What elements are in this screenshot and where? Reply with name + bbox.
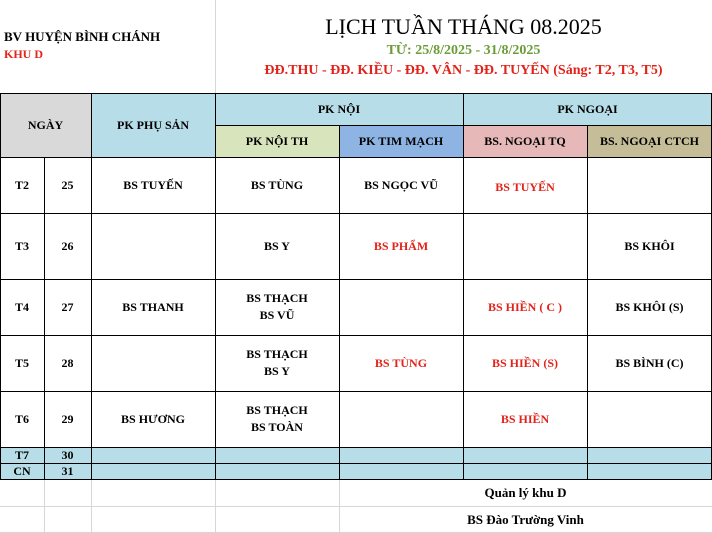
noi-th-cell: BS TÙNG	[250, 177, 304, 192]
noi-th-line: BS VŨ	[259, 308, 295, 322]
manager-name: BS Đào Trường Vinh	[467, 512, 584, 527]
date-cell: 26	[61, 238, 74, 253]
date-cell: 27	[61, 299, 74, 314]
table-border	[0, 93, 712, 94]
table-border	[0, 279, 712, 280]
ngoai-tq-cell: BS TUYẾN	[495, 179, 555, 194]
noi-th-line: BS Y	[264, 364, 290, 378]
day-cell: T7	[14, 447, 29, 462]
noi-th-line: BS THẠCH	[246, 347, 308, 361]
area-label: KHU D	[4, 46, 43, 61]
phu-san-cell: BS HƯƠNG	[121, 411, 185, 426]
noi-th-line: BS THẠCH	[246, 403, 308, 417]
table-border	[0, 157, 712, 158]
day-cell: T5	[14, 355, 29, 370]
date-cell: 29	[61, 411, 74, 426]
day-header-label: NGÀY	[27, 117, 64, 132]
table-border	[44, 157, 45, 479]
ngoai-ctch-header-label: BS. NGOẠI CTCH	[599, 133, 700, 148]
noi-header-label: PK NỘI	[317, 101, 361, 116]
phu-san-cell: BS THANH	[122, 299, 184, 314]
phu-san-header-label: PK PHỤ SẢN	[117, 117, 189, 132]
ngoai-ctch-cell: BS BÌNH (C)	[615, 355, 684, 370]
ngoai-ctch-cell: BS KHÔI	[624, 238, 675, 253]
noi-th-cell	[215, 391, 339, 447]
table-border	[0, 335, 712, 336]
date-cell: 31	[61, 463, 74, 478]
phu-san-cell	[91, 213, 215, 279]
day-cell: T3	[14, 238, 29, 253]
day-cell: T6	[14, 411, 29, 426]
ngoai-ctch-cell: BS KHÔI (S)	[615, 299, 684, 314]
ngoai-tq-cell: BS HIỀN	[500, 411, 550, 426]
nurse-list: ĐĐ.THU - ĐĐ. KIỀU - ĐĐ. VÂN - ĐĐ. TUYẾN (Sáng: T2, T3, T5)	[264, 63, 663, 78]
table-border	[91, 93, 92, 479]
date-cell: 25	[61, 177, 74, 192]
table-border	[587, 125, 588, 479]
ngoai-ctch-cell	[587, 157, 712, 213]
day-cell: T4	[14, 299, 29, 314]
tim-mach-cell: BS NGỌC VŨ	[364, 177, 438, 192]
table-border	[0, 447, 712, 448]
table-border	[0, 463, 712, 464]
table-border	[0, 479, 712, 480]
ngoai-ctch-cell	[587, 391, 712, 447]
day-cell: CN	[13, 463, 31, 478]
phu-san-cell: BS TUYẾN	[123, 177, 183, 192]
noi-th-header-label: PK NỘI TH	[245, 133, 309, 148]
tim-mach-cell	[339, 391, 463, 447]
noi-th-cell: BS Y	[264, 238, 290, 253]
tim-mach-cell: BS TÙNG	[374, 355, 428, 370]
day-cell: T2	[14, 177, 29, 192]
table-border	[215, 93, 216, 479]
ngoai-tq-cell: BS HIỀN ( C )	[487, 299, 562, 314]
noi-th-cell	[215, 279, 339, 335]
ngoai-tq-cell: BS HIỀN (S)	[491, 355, 559, 370]
table-border	[0, 391, 712, 392]
noi-th-line: BS THẠCH	[246, 291, 308, 305]
date-range: TỪ: 25/8/2025 - 31/8/2025	[386, 43, 541, 58]
ngoai-header-label: PK NGOẠI	[557, 101, 618, 116]
ngoai-tq-cell	[463, 213, 587, 279]
schedule-title: LỊCH TUẦN THÁNG 08.2025	[325, 14, 602, 39]
tim-mach-header-label: PK TIM MẠCH	[358, 133, 444, 148]
table-border	[0, 213, 712, 214]
date-cell: 28	[61, 355, 74, 370]
table-border	[463, 93, 464, 479]
table-border	[0, 93, 1, 479]
tim-mach-cell	[339, 279, 463, 335]
ngoai-tq-header-label: BS. NGOẠI TQ	[484, 133, 566, 148]
manager-role: Quản lý khu D	[484, 485, 567, 500]
date-cell: 30	[61, 447, 74, 462]
phu-san-cell	[91, 335, 215, 391]
table-border	[339, 125, 340, 479]
hospital-name: BV HUYỆN BÌNH CHÁNH	[4, 29, 161, 44]
noi-th-cell	[215, 335, 339, 391]
noi-th-line: BS TOÀN	[251, 420, 303, 434]
tim-mach-cell: BS PHẨM	[373, 238, 429, 253]
